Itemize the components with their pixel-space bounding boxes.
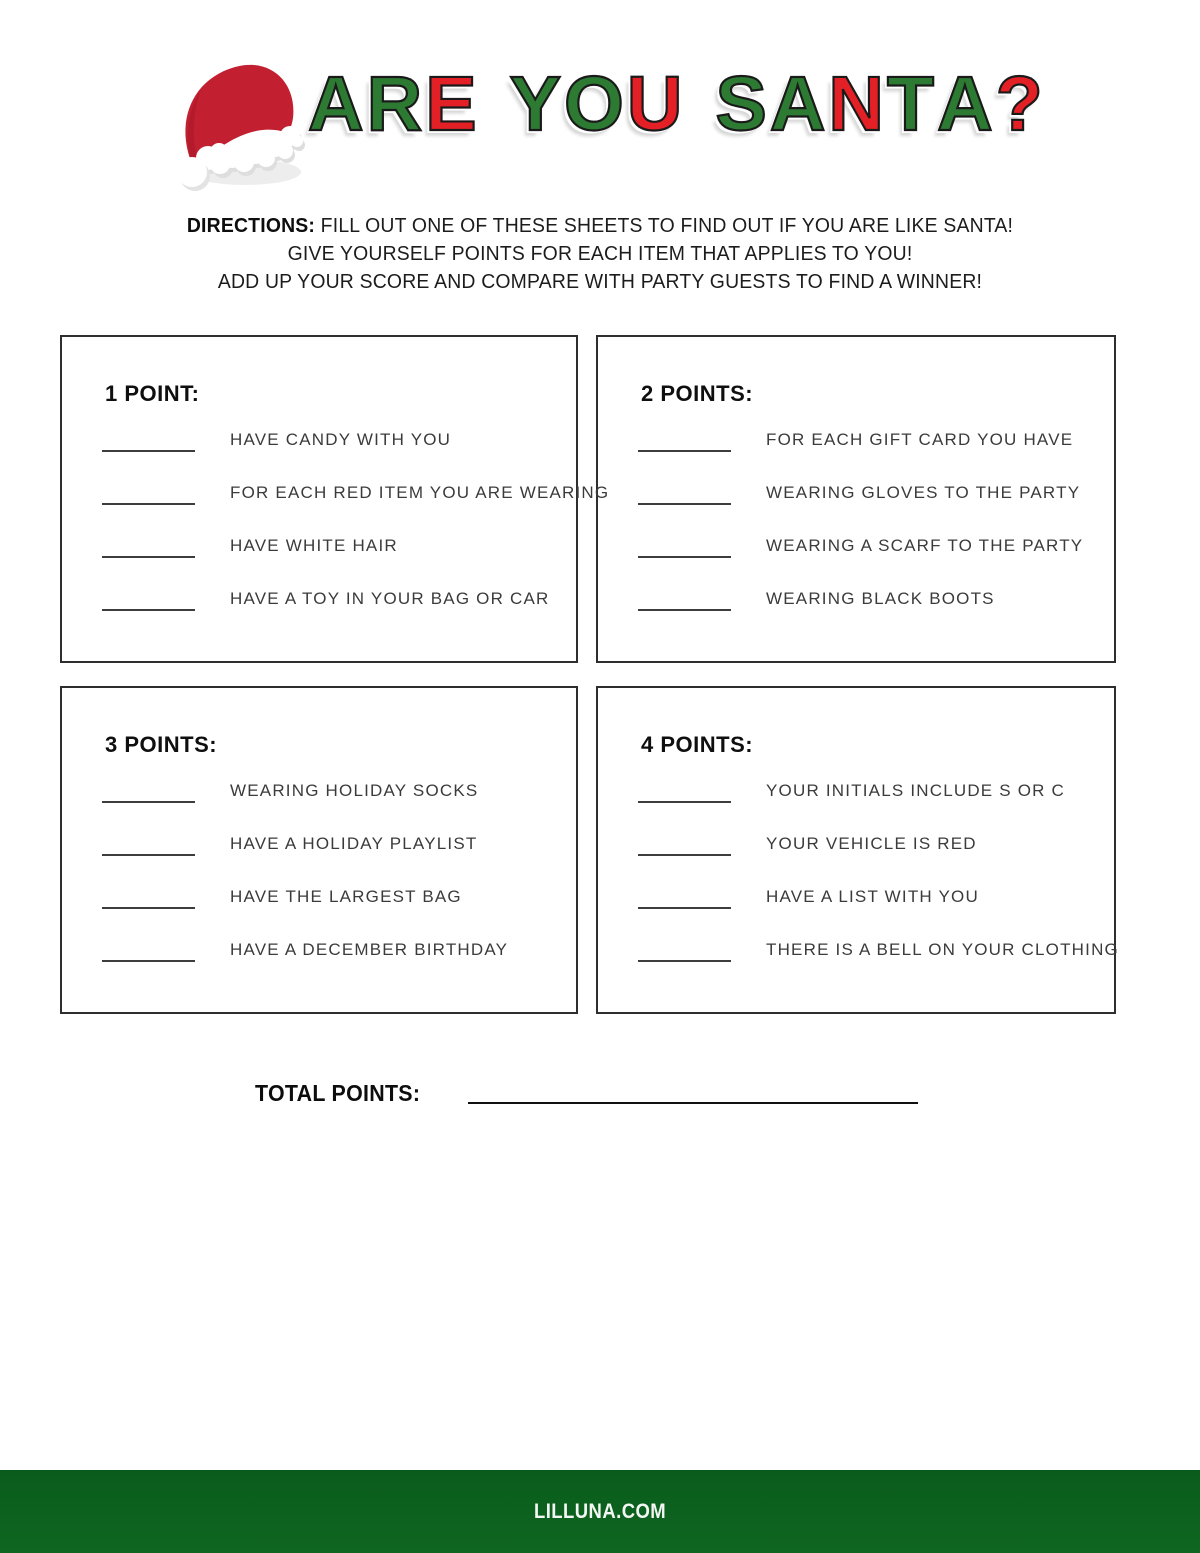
title-word-are xyxy=(308,60,480,149)
points-box-2-heading: 2 POINTS: xyxy=(641,381,754,406)
item-label: HAVE A LIST WITH YOU xyxy=(766,887,979,906)
points-box-3-heading: 3 POINTS: xyxy=(105,732,218,757)
title-letter: Y xyxy=(509,61,564,147)
item-label: HAVE WHITE HAIR xyxy=(230,536,398,555)
list-item xyxy=(62,811,576,864)
fill-in-blank-line xyxy=(638,609,731,611)
list-item xyxy=(62,566,576,619)
item-label: YOUR VEHICLE IS RED xyxy=(766,834,977,853)
directions-line-2: GIVE YOURSELF POINTS FOR EACH ITEM THAT APPLIES TO YOU! xyxy=(287,243,913,265)
title-letter: A xyxy=(769,61,829,147)
title-letter: N xyxy=(828,61,888,147)
directions-text-1: FILL OUT ONE OF THESE SHEETS TO FIND OUT IF YOU ARE LIKE SANTA! xyxy=(320,215,1014,237)
list-item xyxy=(62,917,576,970)
title-word-you xyxy=(510,60,686,149)
footer-site-text: LILLUNA.COM xyxy=(533,1499,667,1523)
fill-in-blank-line xyxy=(102,960,195,962)
fill-in-blank-line xyxy=(638,503,731,505)
fill-in-blank-line xyxy=(102,556,195,558)
list-item xyxy=(598,566,1114,619)
total-points-blank-line xyxy=(468,1102,918,1104)
fill-in-blank-line xyxy=(638,801,731,803)
list-item xyxy=(598,513,1114,566)
points-box-3 xyxy=(60,686,578,1014)
title-letter: A xyxy=(937,61,996,147)
title-letter: O xyxy=(563,61,627,147)
title-letter: T xyxy=(887,61,938,147)
directions xyxy=(18,212,1182,296)
footer-bar xyxy=(0,1470,1200,1553)
points-box-4 xyxy=(596,686,1119,1014)
list-item xyxy=(62,513,576,566)
page-title xyxy=(308,60,1046,149)
list-item xyxy=(62,758,576,811)
item-label: THERE IS A BELL ON YOUR CLOTHING xyxy=(766,940,1119,959)
fill-in-blank-line xyxy=(102,609,195,611)
item-label: HAVE A DECEMBER BIRTHDAY xyxy=(230,940,509,959)
item-label: HAVE THE LARGEST BAG xyxy=(230,887,462,906)
title-letter: ? xyxy=(995,61,1046,147)
item-label: HAVE CANDY WITH YOU xyxy=(230,430,452,449)
fill-in-blank-line xyxy=(638,556,731,558)
item-label: WEARING HOLIDAY SOCKS xyxy=(230,781,479,800)
fill-in-blank-line xyxy=(638,960,731,962)
points-box-2 xyxy=(596,335,1116,663)
fill-in-blank-line xyxy=(102,907,195,909)
list-item xyxy=(598,407,1114,460)
fill-in-blank-line xyxy=(638,907,731,909)
list-item xyxy=(62,407,576,460)
item-label: FOR EACH RED ITEM YOU ARE WEARING xyxy=(230,483,610,502)
fill-in-blank-line xyxy=(638,450,731,452)
points-box-1 xyxy=(60,335,610,663)
title-letter: A xyxy=(308,61,367,147)
item-label: HAVE A HOLIDAY PLAYLIST xyxy=(230,834,478,853)
list-item xyxy=(598,864,1114,917)
fill-in-blank-line xyxy=(102,801,195,803)
santa-hat-icon xyxy=(163,52,308,200)
list-item xyxy=(598,460,1114,513)
list-item xyxy=(598,917,1119,970)
title-letter: R xyxy=(366,61,426,147)
list-item xyxy=(62,460,610,513)
title-letter: U xyxy=(626,61,686,147)
total-points-label: TOTAL POINTS: xyxy=(255,1080,421,1106)
directions-label: DIRECTIONS: xyxy=(186,215,316,237)
item-label: FOR EACH GIFT CARD YOU HAVE xyxy=(766,430,1074,449)
title-letter: S xyxy=(715,61,770,147)
title-letter: E xyxy=(425,61,480,147)
item-label: WEARING BLACK BOOTS xyxy=(766,589,995,608)
fill-in-blank-line xyxy=(102,450,195,452)
title-word-santa xyxy=(715,60,1045,149)
directions-line-3: ADD UP YOUR SCORE AND COMPARE WITH PARTY GUESTS TO FIND A WINNER! xyxy=(217,271,983,293)
list-item xyxy=(598,811,1114,864)
points-grid xyxy=(60,335,1119,1014)
directions-line-1 xyxy=(18,212,1182,240)
points-box-1-heading: 1 POINT: xyxy=(105,381,200,406)
fill-in-blank-line xyxy=(102,854,195,856)
item-label: WEARING A SCARF TO THE PARTY xyxy=(766,536,1084,555)
points-box-4-heading: 4 POINTS: xyxy=(641,732,754,757)
fill-in-blank-line xyxy=(638,854,731,856)
item-label: HAVE A TOY IN YOUR BAG OR CAR xyxy=(230,589,550,608)
fill-in-blank-line xyxy=(102,503,195,505)
list-item xyxy=(598,758,1114,811)
list-item xyxy=(62,864,576,917)
total-points xyxy=(255,1080,918,1107)
item-label: WEARING GLOVES TO THE PARTY xyxy=(766,483,1081,502)
item-label: YOUR INITIALS INCLUDE S OR C xyxy=(766,781,1066,800)
